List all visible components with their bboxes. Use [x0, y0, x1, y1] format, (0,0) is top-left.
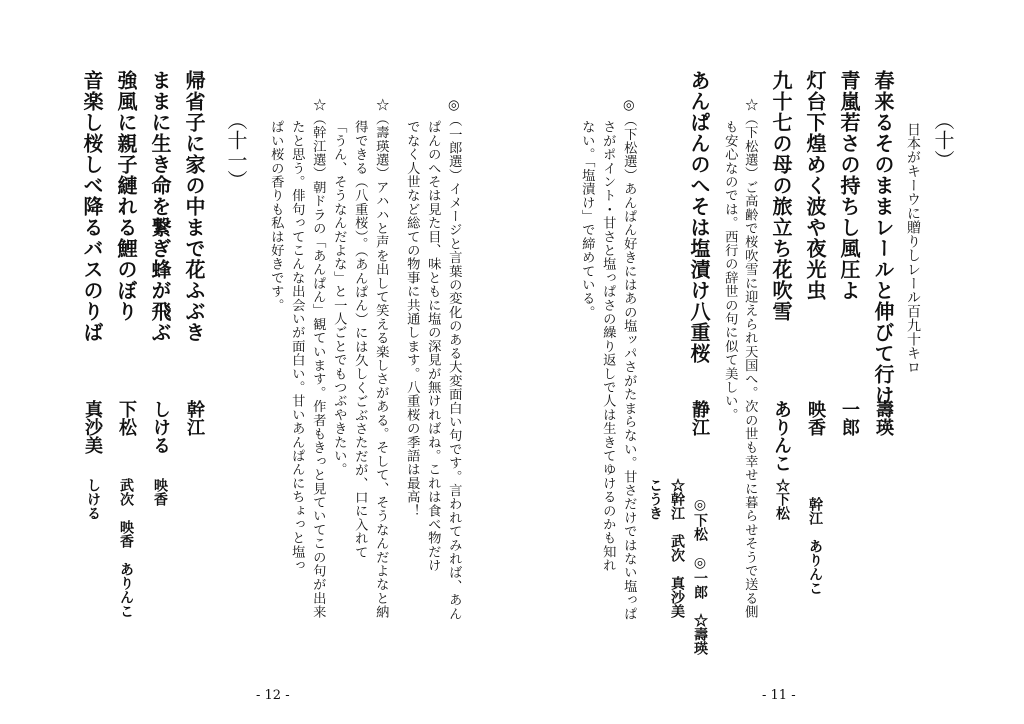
poem-9-selectors: しける — [85, 478, 101, 520]
poem-9-author: 真沙美 — [82, 400, 103, 454]
poem-7-author: しける — [150, 400, 171, 454]
poem-5-selectors-2: ☆幹江 武次 真沙美 — [669, 478, 685, 618]
comment-2-line-3: ない。「塩漬け」で締めている。 — [579, 120, 595, 319]
comment-4-line-2: 得できる（八重桜）。（あんぱん）には久しくごぶさただが、口に入れて — [352, 120, 368, 559]
poem-1-author: 壽瑛 — [873, 400, 894, 436]
poem-2-text: 青嵐若さの持ちし風圧よ — [837, 70, 861, 301]
poem-6-text: 帰省子に家の中まで花ふぶき — [182, 70, 206, 343]
poem-4-selectors: ☆下松 — [774, 478, 790, 520]
poem-5-author: 静江 — [689, 400, 710, 436]
section-heading-10: （十） — [931, 110, 955, 170]
comment-2-line-1: ◎（下松選）あんぱん好きにはあの塩ッパさがたまらない。甘さだけではない塩っぱ — [621, 98, 637, 621]
comment-4-line-3: 「うん、そうなんだよな」と一人ごとでもつぶやきたい。 — [331, 120, 347, 477]
poem-4-author: ありんこ — [771, 400, 792, 472]
comment-3-line-1: ◎（一郎選）イメージと言葉の変化のある大変面白い句です。言われてみれば、あん — [446, 98, 462, 621]
poem-5-selectors-1: ◎下松 ◎一郎 ☆壽瑛 — [692, 497, 708, 655]
poem-1-text: 春来るそのままレールと伸びて行け — [871, 70, 895, 406]
comment-2-line-2: さがポイント・甘さと塩っぱさの繰り返しで人は生きてゆけるのかも知れ — [600, 120, 616, 573]
poem-7-text: ままに生き命を繋ぎ蜂が飛ぶ — [148, 70, 172, 343]
poem-5-selectors-3: こうき — [647, 478, 663, 520]
comment-5-line-2: たと思う。俳句ってこんな出会いが面白い。甘いあんぱんにちょっと塩っ — [289, 120, 305, 573]
comment-3-line-3: でなく人世など総ての物事に共通します。八重桜の季語は最高！ — [404, 120, 420, 518]
poem-2-author: 一郎 — [839, 400, 860, 436]
comment-1-line-2: も安心なのでは。西行の辞世の句に似て美しい。 — [722, 120, 738, 422]
poem-3-selectors: 幹江 ありんこ — [807, 497, 823, 595]
comment-5-line-1: ☆（幹江選）朝ドラの「あんぱん」観ています。作者もきっと見ていてこの句が出来 — [310, 98, 326, 619]
poem-3-author: 映香 — [805, 400, 826, 436]
comment-4-line-1: ☆（壽瑛選）アハハと声を出して笑える楽しさがある。そして、そうなんだよなと納 — [373, 98, 389, 619]
poem-9-text: 音楽し桜しべ降るバスのりば — [80, 70, 104, 343]
poem-6-author: 幹江 — [184, 400, 205, 436]
page-number-11: - 11 - — [762, 688, 796, 703]
poem-7-selectors: 映香 — [152, 478, 168, 506]
poem-3-text: 灯台下煌めく波や夜光虫 — [803, 70, 827, 301]
comment-3-line-2: ぱんのへそは見た目、味ともに塩の深見が無ければね。これは食べ物だけ — [425, 120, 441, 573]
comment-1-line-1: ☆（下松選）ご高齢で桜吹雪に迎えられ天国へ。次の世も幸せに暮らせそうで送る側 — [742, 98, 758, 619]
section-subtitle: 日本がキーウに贈りしレール百九十キロ — [905, 122, 921, 374]
poem-8-author: 下松 — [116, 400, 137, 436]
poem-4-text: 九十七の母の旅立ち花吹雪 — [769, 70, 793, 322]
poem-8-selectors: 武次 映香 ありんこ — [118, 478, 134, 618]
section-heading-11: （十一） — [224, 110, 248, 190]
page-number-12: - 12 - — [256, 688, 290, 703]
poem-5-text: あんぱんのへそは塩漬け八重桜 — [687, 70, 711, 364]
poem-8-text: 強風に親子縺れる鯉のぼり — [114, 70, 138, 322]
comment-5-line-3: ぱい桜の香りも私は好きです。 — [268, 120, 284, 312]
